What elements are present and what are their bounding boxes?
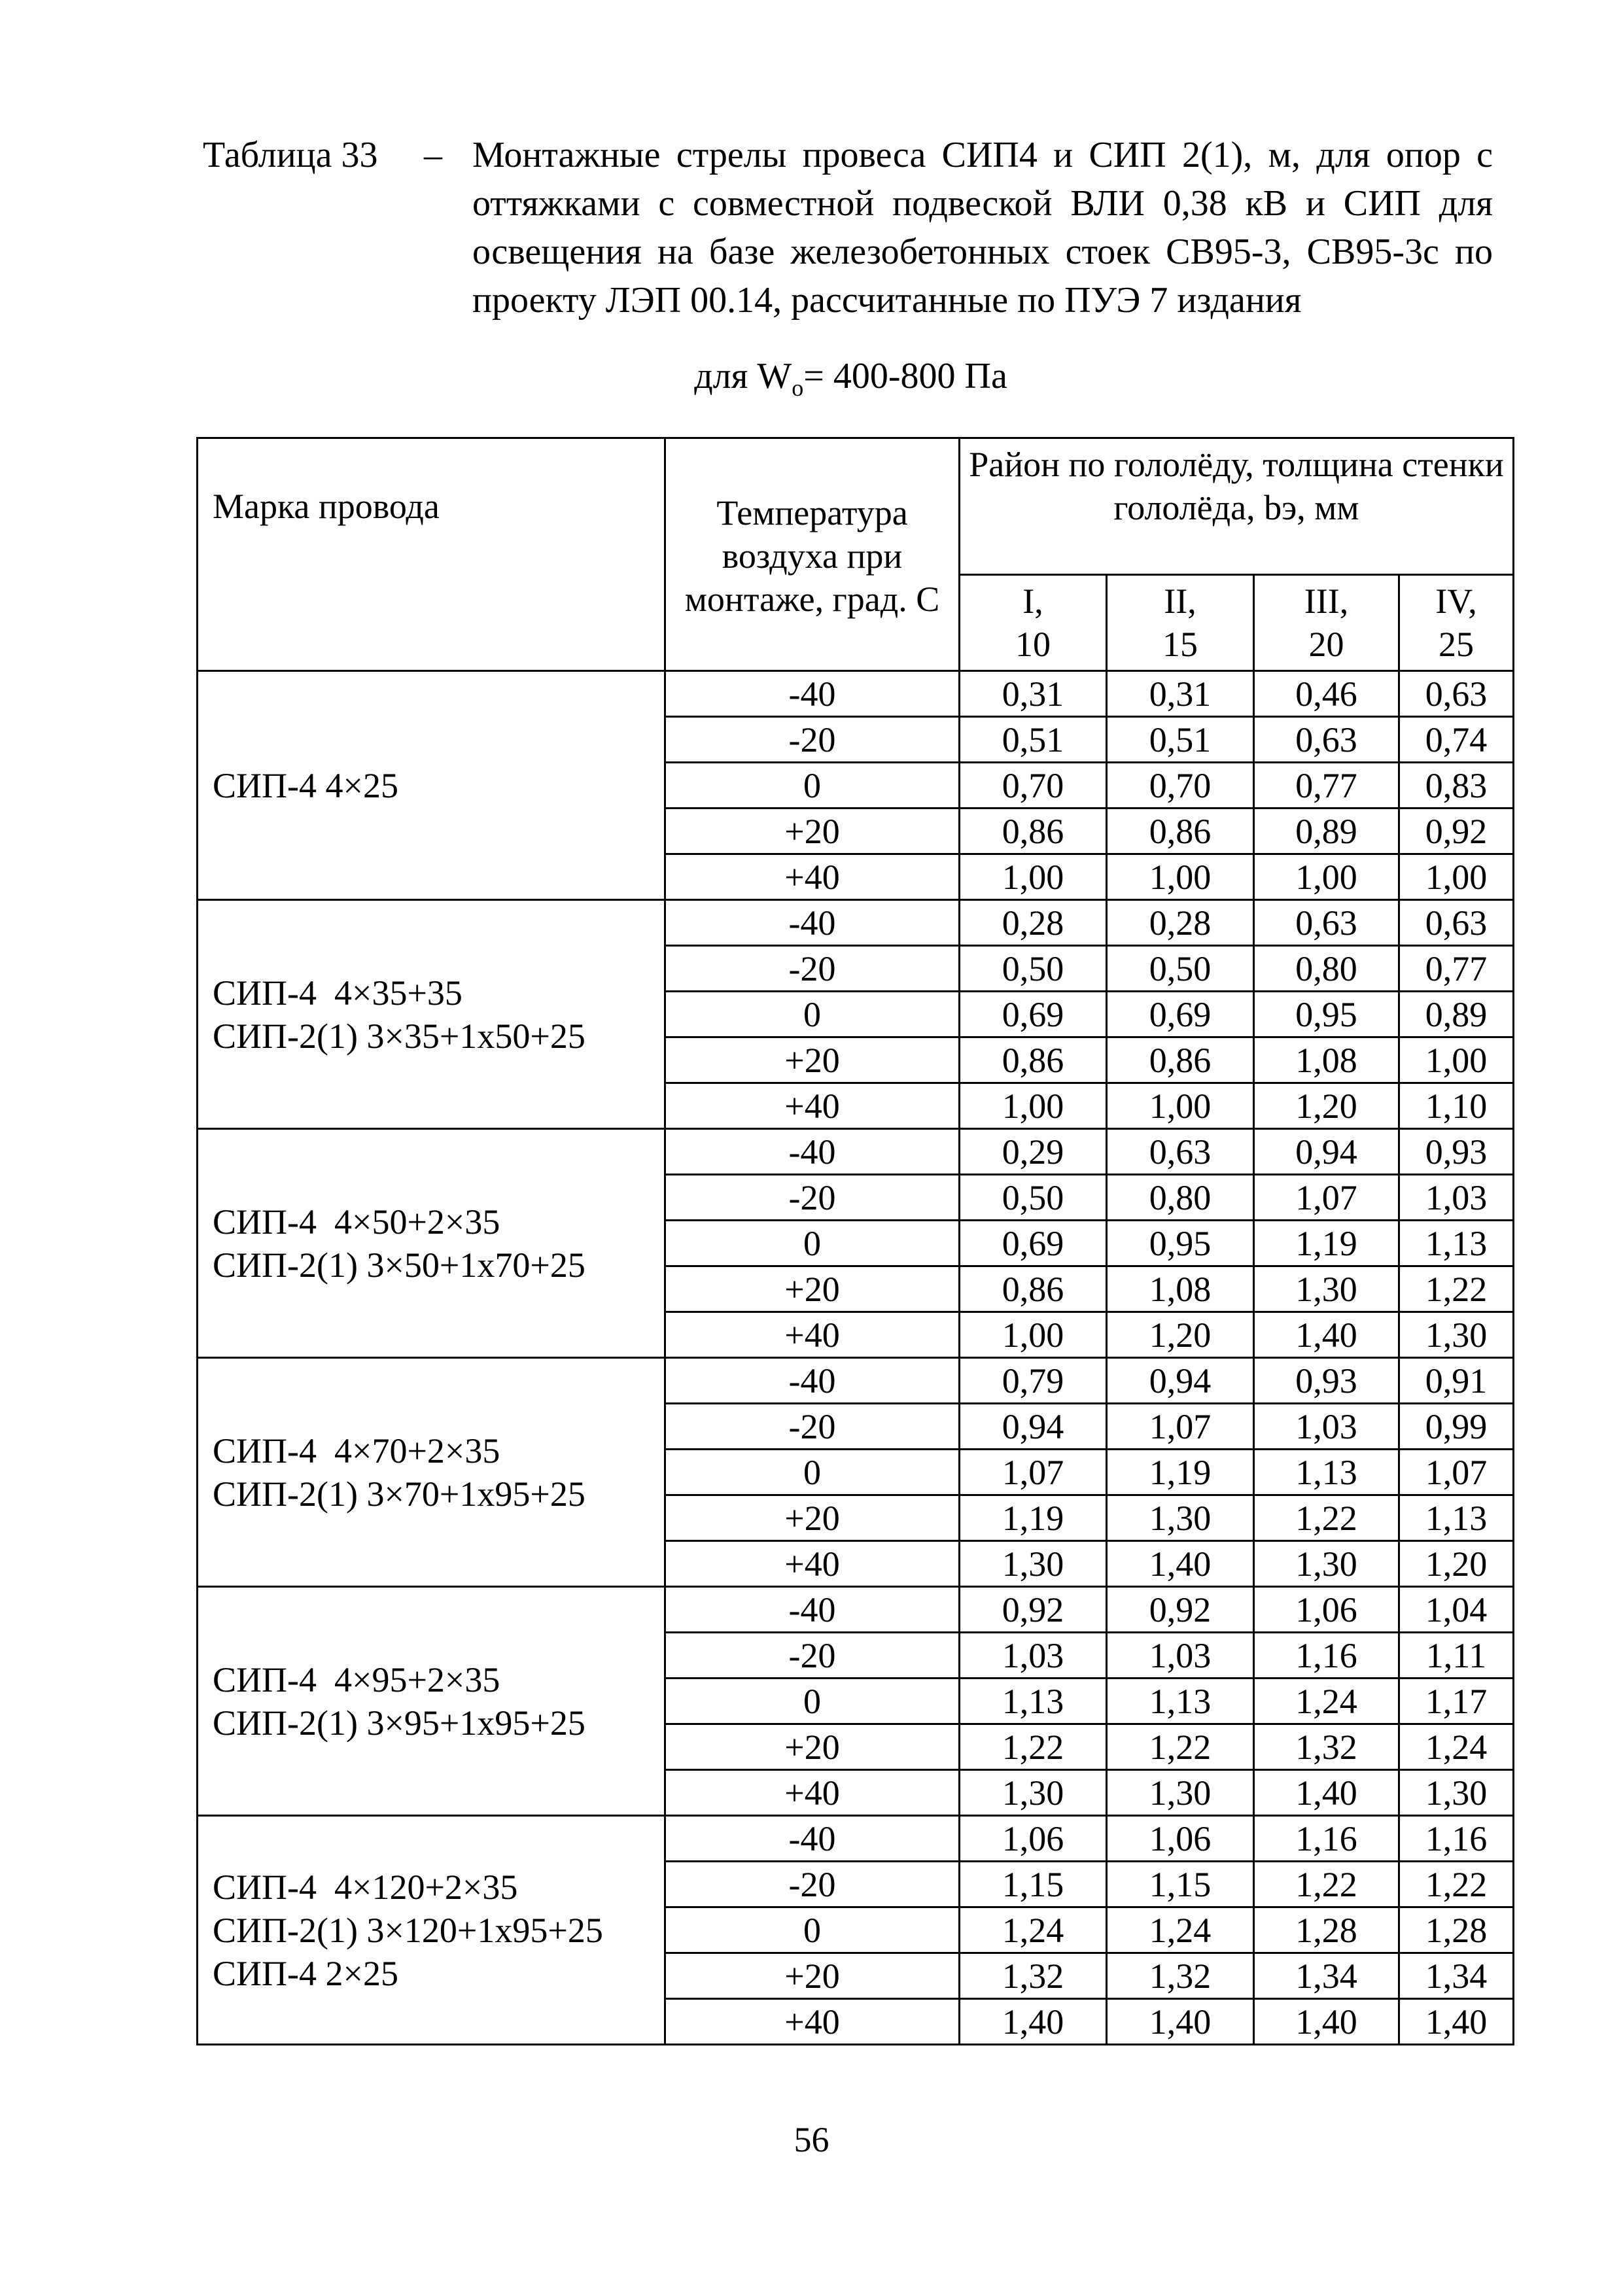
header-district-2	[1107, 575, 1254, 671]
wire-mark-line: СИП-2(1) 3×35+1x50+25	[213, 1016, 585, 1056]
sag-value-cell: 1,24	[1399, 1724, 1514, 1770]
district-name: III,	[1304, 582, 1349, 621]
sag-value-cell: 0,83	[1399, 763, 1514, 809]
sag-value-cell: 1,30	[1254, 1541, 1399, 1587]
sag-value-cell: 1,40	[1254, 1999, 1399, 2045]
wire-mark-line: СИП-4 4×120+2×35	[213, 1867, 518, 1907]
table-body	[198, 671, 1514, 2045]
subtitle-suffix: = 400-800 Па	[803, 356, 1007, 396]
sag-value-cell: 0,63	[1399, 900, 1514, 946]
sag-value-cell: 0,51	[960, 717, 1107, 763]
table-row	[198, 671, 1514, 717]
wire-mark-cell	[198, 900, 665, 1129]
temperature-cell: +40	[665, 1770, 960, 1816]
sag-value-cell: 1,03	[1254, 1404, 1399, 1450]
wire-mark-line: СИП-2(1) 3×70+1x95+25	[213, 1474, 585, 1514]
sag-value-cell: 1,13	[1399, 1221, 1514, 1266]
table-row	[198, 1358, 1514, 1404]
temperature-cell: 0	[665, 1450, 960, 1495]
sag-value-cell: 1,40	[1254, 1312, 1399, 1358]
sag-value-cell: 1,00	[960, 1312, 1107, 1358]
sag-value-cell: 1,13	[960, 1679, 1107, 1724]
sag-value-cell: 1,19	[1254, 1221, 1399, 1266]
sag-value-cell: 1,07	[1107, 1404, 1254, 1450]
sag-value-cell: 1,22	[1107, 1724, 1254, 1770]
wire-mark-cell	[198, 1587, 665, 1816]
sag-value-cell: 0,95	[1254, 992, 1399, 1037]
temperature-cell: 0	[665, 1221, 960, 1266]
temperature-cell: -20	[665, 946, 960, 992]
sag-value-cell: 0,91	[1399, 1358, 1514, 1404]
sag-value-cell: 1,20	[1107, 1312, 1254, 1358]
wire-mark-line: СИП-4 4×25	[213, 765, 398, 805]
sag-value-cell: 0,31	[1107, 671, 1254, 717]
district-name: IV,	[1435, 582, 1477, 621]
temperature-cell: 0	[665, 1679, 960, 1724]
temperature-cell: +20	[665, 809, 960, 854]
sag-value-cell: 1,30	[1254, 1266, 1399, 1312]
caption-label: Таблица 33	[203, 135, 378, 175]
temperature-cell: +40	[665, 854, 960, 900]
caption-dash: –	[424, 135, 442, 175]
sag-value-cell: 1,30	[960, 1770, 1107, 1816]
temperature-cell: -40	[665, 900, 960, 946]
wire-mark-cell	[198, 1129, 665, 1358]
sag-value-cell: 1,07	[1254, 1175, 1399, 1221]
temperature-cell: -20	[665, 717, 960, 763]
sag-value-cell: 0,50	[1107, 946, 1254, 992]
sag-value-cell: 1,08	[1107, 1266, 1254, 1312]
sag-value-cell: 1,07	[960, 1450, 1107, 1495]
sag-value-cell: 1,00	[960, 854, 1107, 900]
header-mark: Марка провода	[198, 438, 665, 671]
sag-value-cell: 0,50	[960, 1175, 1107, 1221]
wire-mark-line: СИП-2(1) 3×95+1x95+25	[213, 1703, 585, 1743]
temperature-cell: -20	[665, 1862, 960, 1907]
sag-value-cell: 1,34	[1399, 1953, 1514, 1999]
sag-value-cell: 1,40	[1107, 1999, 1254, 2045]
temperature-cell: 0	[665, 763, 960, 809]
sag-value-cell: 0,69	[960, 992, 1107, 1037]
sag-value-cell: 0,28	[960, 900, 1107, 946]
sag-value-cell: 1,28	[1254, 1907, 1399, 1953]
table-row	[198, 1587, 1514, 1633]
district-thickness: 20	[1308, 625, 1344, 664]
temperature-cell: 0	[665, 992, 960, 1037]
temperature-cell: -40	[665, 1358, 960, 1404]
sag-value-cell: 0,63	[1254, 717, 1399, 763]
sag-value-cell: 1,40	[1254, 1770, 1399, 1816]
sag-value-cell: 1,22	[960, 1724, 1107, 1770]
wire-mark-line: СИП-4 2×25	[213, 1953, 398, 1993]
sag-value-cell: 0,89	[1254, 809, 1399, 854]
header-ice-region: Район по гололёду, толщина стенки гололёда, bэ, мм	[960, 438, 1514, 575]
temperature-cell: -40	[665, 1587, 960, 1633]
sag-value-cell: 0,89	[1399, 992, 1514, 1037]
sag-value-cell: 1,03	[1107, 1633, 1254, 1679]
sag-value-cell: 1,00	[1107, 1083, 1254, 1129]
wire-mark-line: СИП-4 4×95+2×35	[213, 1660, 500, 1699]
header-district-3	[1254, 575, 1399, 671]
sag-value-cell: 0,77	[1399, 946, 1514, 992]
sag-value-cell: 1,00	[960, 1083, 1107, 1129]
sag-value-cell: 1,19	[960, 1495, 1107, 1541]
temperature-cell: +40	[665, 1541, 960, 1587]
sag-value-cell: 0,86	[960, 1266, 1107, 1312]
sag-value-cell: 0,31	[960, 671, 1107, 717]
sag-value-cell: 1,16	[1399, 1816, 1514, 1862]
sag-value-cell: 0,51	[1107, 717, 1254, 763]
sag-value-cell: 0,80	[1254, 946, 1399, 992]
sag-value-cell: 0,46	[1254, 671, 1399, 717]
header-district-1	[960, 575, 1107, 671]
wire-mark-line: СИП-4 4×50+2×35	[213, 1202, 500, 1242]
sag-value-cell: 1,15	[1107, 1862, 1254, 1907]
sag-value-cell: 1,30	[1107, 1770, 1254, 1816]
temperature-cell: -40	[665, 671, 960, 717]
sag-value-cell: 1,32	[1107, 1953, 1254, 1999]
wire-mark-line: СИП-2(1) 3×50+1x70+25	[213, 1245, 585, 1285]
sag-value-cell: 1,16	[1254, 1816, 1399, 1862]
sag-value-cell: 0,86	[960, 1037, 1107, 1083]
sag-value-cell: 1,40	[960, 1999, 1107, 2045]
sag-value-cell: 1,11	[1399, 1633, 1514, 1679]
sag-value-cell: 0,70	[1107, 763, 1254, 809]
wire-mark-line: СИП-4 4×35+35	[213, 973, 462, 1013]
sag-value-cell: 1,24	[1107, 1907, 1254, 1953]
sag-value-cell: 0,86	[1107, 1037, 1254, 1083]
sag-value-cell: 1,06	[1107, 1816, 1254, 1862]
sag-value-cell: 1,40	[1107, 1541, 1254, 1587]
sag-value-cell: 1,32	[1254, 1724, 1399, 1770]
sag-value-cell: 1,07	[1399, 1450, 1514, 1495]
sag-value-cell: 1,30	[1399, 1770, 1514, 1816]
wire-mark-cell	[198, 1358, 665, 1587]
sag-value-cell: 0,92	[1107, 1587, 1254, 1633]
wire-mark-cell	[198, 671, 665, 900]
sag-value-cell: 1,13	[1254, 1450, 1399, 1495]
sag-value-cell: 0,74	[1399, 717, 1514, 763]
sag-value-cell: 1,06	[960, 1816, 1107, 1862]
table-row	[198, 1129, 1514, 1175]
sag-value-cell: 0,70	[960, 763, 1107, 809]
sag-value-cell: 1,19	[1107, 1450, 1254, 1495]
sag-value-cell: 1,32	[960, 1953, 1107, 1999]
sag-value-cell: 0,80	[1107, 1175, 1254, 1221]
temperature-cell: -40	[665, 1129, 960, 1175]
sag-value-cell: 1,20	[1254, 1083, 1399, 1129]
sag-value-cell: 0,92	[960, 1587, 1107, 1633]
sag-value-cell: 0,95	[1107, 1221, 1254, 1266]
sag-value-cell: 0,94	[1107, 1358, 1254, 1404]
table-row	[198, 1816, 1514, 1862]
sag-value-cell: 0,86	[960, 809, 1107, 854]
sag-value-cell: 1,20	[1399, 1541, 1514, 1587]
temperature-cell: +20	[665, 1495, 960, 1541]
wind-pressure-subtitle	[0, 352, 1623, 412]
district-thickness: 15	[1162, 625, 1198, 664]
sag-value-cell: 1,13	[1399, 1495, 1514, 1541]
sag-value-cell: 1,30	[1107, 1495, 1254, 1541]
sag-value-cell: 1,00	[1399, 854, 1514, 900]
sag-value-cell: 0,69	[1107, 992, 1254, 1037]
page-number: 56	[794, 2120, 829, 2159]
sag-value-cell: 1,24	[960, 1907, 1107, 1953]
temperature-cell: +20	[665, 1266, 960, 1312]
header-district-4	[1399, 575, 1514, 671]
temperature-cell: +40	[665, 1312, 960, 1358]
wire-mark-line: СИП-2(1) 3×120+1x95+25	[213, 1910, 603, 1950]
sag-table	[196, 437, 1514, 2045]
sag-value-cell: 0,63	[1107, 1129, 1254, 1175]
sag-value-cell: 1,30	[1399, 1312, 1514, 1358]
sag-value-cell: 1,03	[1399, 1175, 1514, 1221]
temperature-cell: +40	[665, 1083, 960, 1129]
table-row	[198, 900, 1514, 946]
sag-value-cell: 1,34	[1254, 1953, 1399, 1999]
header-temperature: Температура воздуха при монтаже, град. С	[665, 438, 960, 671]
district-name: II,	[1164, 582, 1196, 621]
district-thickness: 10	[1015, 625, 1051, 664]
district-name: I,	[1022, 582, 1043, 621]
sag-value-cell: 1,22	[1254, 1862, 1399, 1907]
sag-value-cell: 0,94	[1254, 1129, 1399, 1175]
sag-value-cell: 1,22	[1254, 1495, 1399, 1541]
sag-value-cell: 0,94	[960, 1404, 1107, 1450]
subtitle-subscript: o	[792, 375, 804, 402]
sag-value-cell: 1,06	[1254, 1587, 1399, 1633]
sag-value-cell: 0,93	[1254, 1358, 1399, 1404]
sag-value-cell: 1,22	[1399, 1266, 1514, 1312]
temperature-cell: +20	[665, 1037, 960, 1083]
sag-value-cell: 0,77	[1254, 763, 1399, 809]
wire-mark-cell	[198, 1816, 665, 2045]
sag-value-cell: 1,30	[960, 1541, 1107, 1587]
sag-value-cell: 0,63	[1399, 671, 1514, 717]
sag-value-cell: 1,03	[960, 1633, 1107, 1679]
sag-value-cell: 0,28	[1107, 900, 1254, 946]
temperature-cell: +20	[665, 1724, 960, 1770]
wire-mark-line: СИП-4 4×70+2×35	[213, 1431, 500, 1470]
sag-value-cell: 0,99	[1399, 1404, 1514, 1450]
temperature-cell: +40	[665, 1999, 960, 2045]
sag-value-cell: 0,50	[960, 946, 1107, 992]
temperature-cell: -20	[665, 1633, 960, 1679]
temperature-cell: 0	[665, 1907, 960, 1953]
sag-value-cell: 1,28	[1399, 1907, 1514, 1953]
sag-value-cell: 0,93	[1399, 1129, 1514, 1175]
sag-value-cell: 1,16	[1254, 1633, 1399, 1679]
sag-value-cell: 1,15	[960, 1862, 1107, 1907]
caption-text: Монтажные стрелы провеса СИП4 и СИП 2(1), м, для опор с оттяжками с совместной подвеской ВЛИ 0,38 кВ и СИП для освещения на базе железобетонных стоек СВ95-3, СВ95-3с по проекту ЛЭП 00.14, рассчитанные по ПУЭ 7 издания	[472, 135, 1493, 321]
sag-value-cell: 1,24	[1254, 1679, 1399, 1724]
sag-value-cell: 1,04	[1399, 1587, 1514, 1633]
sag-value-cell: 0,29	[960, 1129, 1107, 1175]
district-thickness: 25	[1439, 625, 1474, 664]
sag-value-cell: 1,13	[1107, 1679, 1254, 1724]
temperature-cell: -40	[665, 1816, 960, 1862]
sag-value-cell: 1,10	[1399, 1083, 1514, 1129]
sag-value-cell: 0,69	[960, 1221, 1107, 1266]
sag-value-cell: 1,17	[1399, 1679, 1514, 1724]
sag-value-cell: 0,63	[1254, 900, 1399, 946]
sag-value-cell: 1,00	[1399, 1037, 1514, 1083]
sag-value-cell: 0,92	[1399, 809, 1514, 854]
sag-value-cell: 1,00	[1107, 854, 1254, 900]
sag-value-cell: 1,08	[1254, 1037, 1399, 1083]
sag-value-cell: 0,86	[1107, 809, 1254, 854]
sag-value-cell: 0,79	[960, 1358, 1107, 1404]
temperature-cell: -20	[665, 1175, 960, 1221]
temperature-cell: -20	[665, 1404, 960, 1450]
temperature-cell: +20	[665, 1953, 960, 1999]
sag-value-cell: 1,22	[1399, 1862, 1514, 1907]
sag-value-cell: 1,00	[1254, 854, 1399, 900]
subtitle-prefix: для W	[694, 356, 792, 396]
sag-value-cell: 1,40	[1399, 1999, 1514, 2045]
